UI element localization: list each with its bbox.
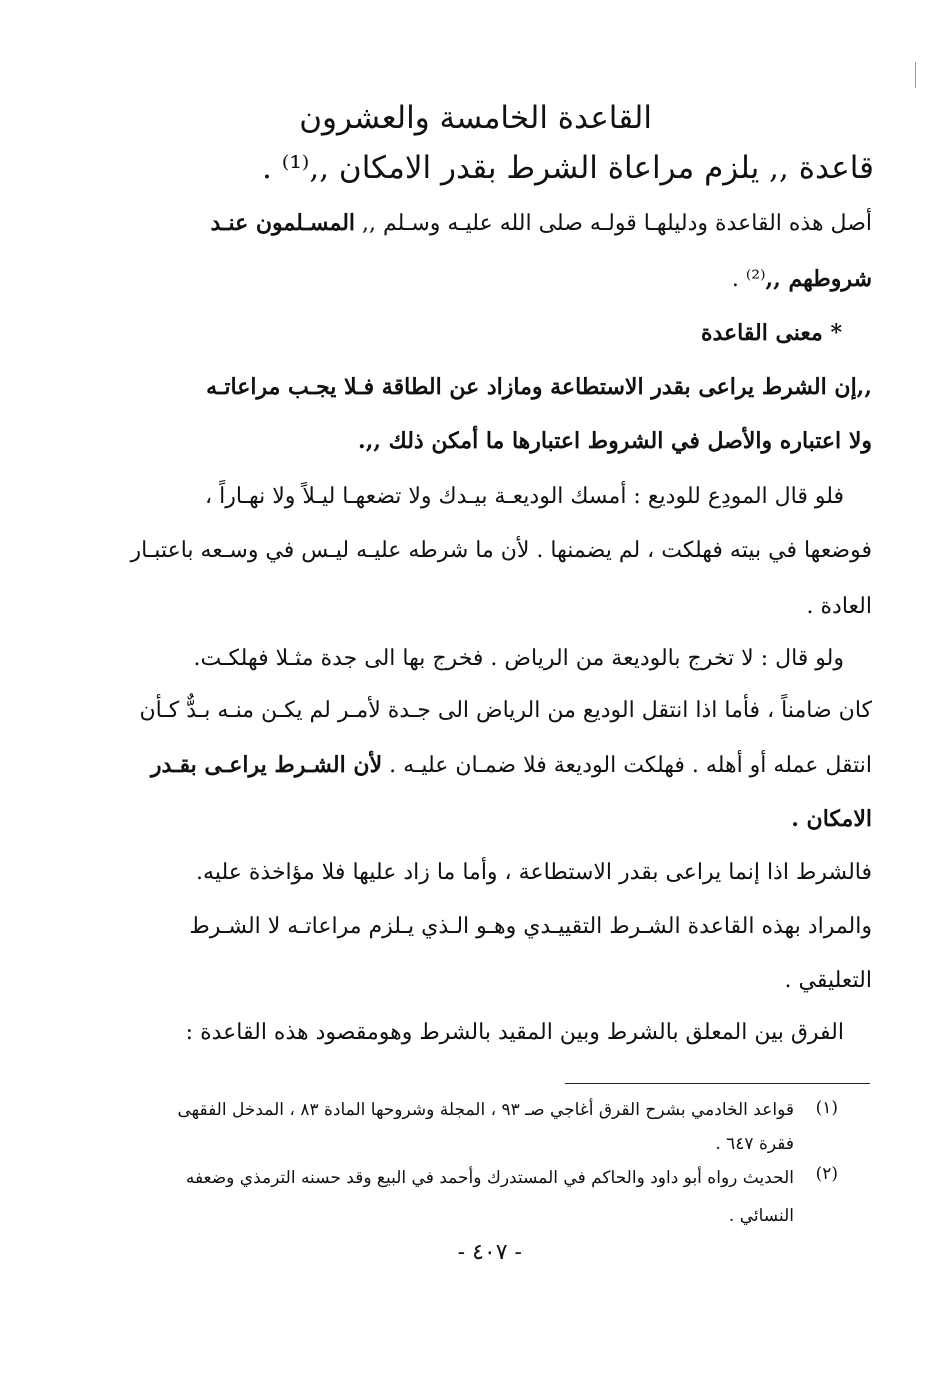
example2-line-2: كان ضامناً ، فأما اذا انتقل الوديع من الرياض الى جـدة لأمـر لم يكـن منـه بـدٌّ كـأن (139, 698, 872, 723)
intro-text: أصل هذه القاعدة ودليلهـا قولـه صلى الله عليـه وسـلم ,, (355, 211, 872, 236)
meaning-heading: * معنى القاعدة (700, 320, 842, 346)
conclusion-line-2: والمراد بهذه القاعدة الشـرط التقييـدي وهـو الـذي يـلزم مراعاتـه لا الشـرط (189, 914, 872, 939)
intro-footnote-ref: ⁽²⁾ . (731, 267, 766, 292)
example2-emphasis: لأن الشـرط يراعـى بقـدر (150, 752, 383, 778)
footnote-1-line-1: قواعد الخادمي بشرح القرق أغاجي صـ ٩٣ ، المجلة وشروحها المادة ٨٣ ، المدخل الفقهى (177, 1100, 794, 1120)
conclusion-line-3: التعليقي . (784, 968, 872, 993)
meaning-line-2: ولا اعتباره والأصل في الشروط اعتبارها ما أمكن ذلك ,,. (358, 428, 872, 454)
meaning-line-1: ,,إن الشرط يراعى بقدر الاستطاعة ومازاد عن الطاقة فـلا يجـب مراعاتـه (206, 374, 872, 400)
intro-line-1 (210, 210, 872, 236)
footnote-separator (565, 1083, 870, 1084)
example2-line-4: الامكان . (791, 806, 872, 832)
scan-mark (915, 62, 916, 88)
intro-line-2 (732, 266, 872, 292)
difference-line: الفرق بين المعلق بالشرط وبين المقيد بالشرط وهومقصود هذه القاعدة : (185, 1020, 844, 1045)
page-heading: القاعدة الخامسة والعشرون (299, 100, 652, 136)
footnote-1-marker: (١) (815, 1098, 838, 1118)
example2-line-1: ولو قال : لا تخرج بالوديعة من الرياض . فخرج بها الى جدة مثـلا فهلكـت. (193, 646, 844, 671)
example1-line-1: فلو قال المودِع للوديع : أمسك الوديعـة بيـدك ولا تضعهـا ليـلاً ولا نهـاراً ، (204, 484, 844, 509)
intro-hadith-end: شروطهم ,, (765, 266, 872, 292)
footnote-2-line-1: الحديث رواه أبو داود والحاكم في المستدرك وأحمد في البيع وقد حسنه الترمذي وضعفه (185, 1168, 794, 1188)
example2-line-3 (151, 752, 872, 778)
example1-line-3: العادة . (806, 594, 872, 619)
page-number: - ٤٠٧ - (457, 1240, 522, 1265)
conclusion-line-1: فالشرط اذا إنما يراعى بقدر الاستطاعة ، وأما ما زاد عليها فلا مؤاخذة عليه. (196, 860, 872, 885)
rule-statement: قاعدة ,, يلزم مراعاة الشرط بقدر الامكان ,,⁽¹⁾ . (261, 150, 874, 186)
footnote-1-line-2: فقرة ٦٤٧ . (715, 1134, 794, 1154)
footnote-2-marker: (٢) (815, 1164, 838, 1184)
intro-hadith: المسـلمون عنـد (210, 210, 356, 236)
footnote-2-line-2: النسائي . (728, 1206, 794, 1226)
example2-text: انتقل عمله أو أهله . فهلكت الوديعة فلا ضمـان عليـه . (382, 753, 872, 778)
example1-line-2: فوضعها في بيته فهلكت ، لم يضمنها . لأن ما شرطه عليـه ليـس في وسـعه باعتبـار (130, 538, 872, 563)
